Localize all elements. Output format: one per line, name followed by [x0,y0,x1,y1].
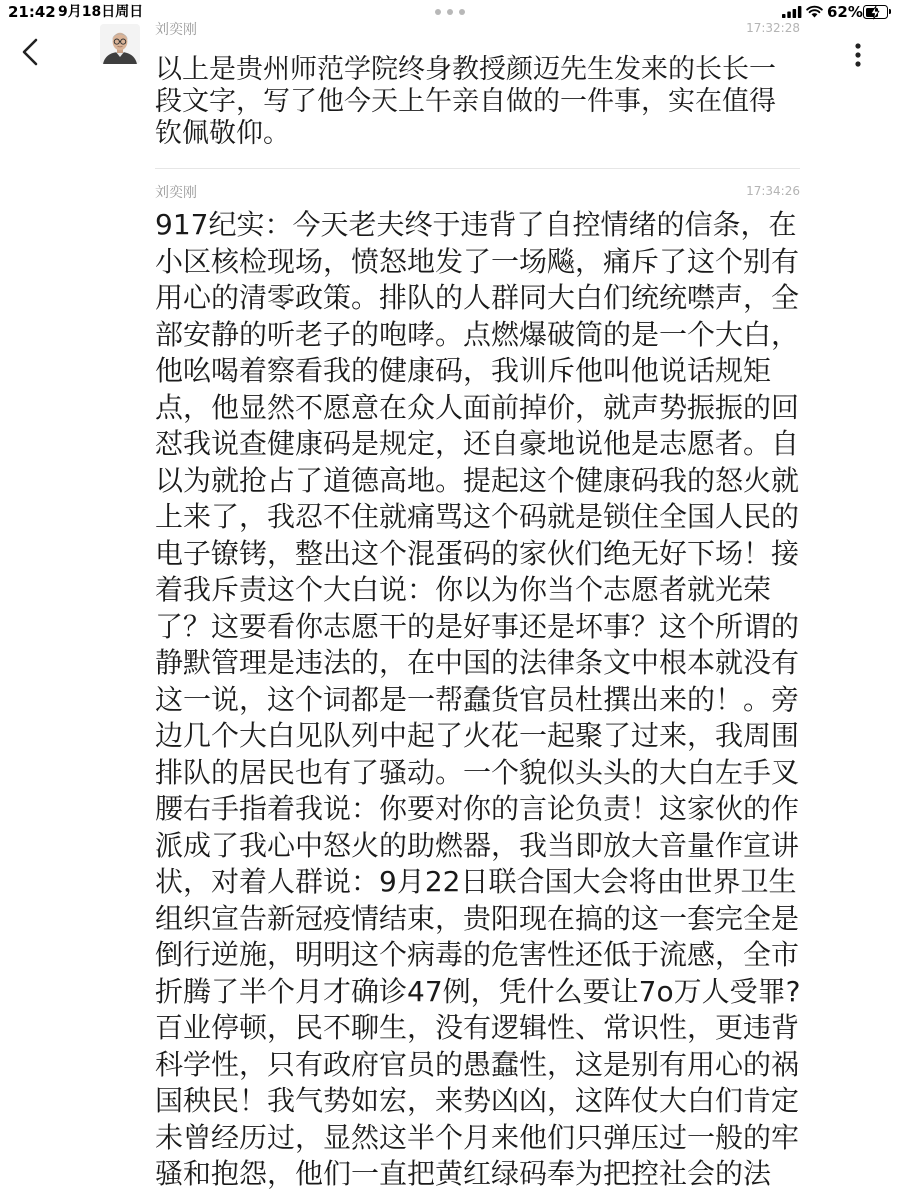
avatar-photo [100,24,140,64]
message-text-line: 以上是贵州师范学院终身教授颜迈先生发来的长长一 [155,54,776,85]
wifi-icon [806,5,823,18]
more-vertical-icon [846,40,870,70]
more-options-button[interactable] [846,40,870,70]
signal-icon [782,6,802,18]
sender-name: 刘奕刚 [155,185,197,201]
message-text-line: 百业停顿，民不聊生，没有逻辑性、常识性，更违背 [155,1011,800,1044]
sender-name: 刘奕刚 [155,22,197,38]
message-text-line: 小区核检现场，愤怒地发了一场飚，痛斥了这个别有 [155,244,800,278]
message-text-line: 部安静的听老子的咆哮。点燃爆破筒的是一个大白， [155,317,800,351]
battery-percentage: 62% [827,3,863,21]
message-text-line: 派成了我心中怒火的助燃器，我当即放大音量作宣讲 [155,828,800,862]
message-text-line: 未曾经历过，显然这半个月来他们只弹压过一般的牢 [155,1120,800,1154]
message-divider [155,168,800,169]
message-text-line: 这一说，这个词都是一帮蠢货官员杜撰出来的！。旁 [155,682,800,716]
message-text-line: 用心的清零政策。排队的人群同大白们统统噤声，全 [155,281,800,314]
message-text-line: 边几个大白见队列中起了火花一起聚了过来，我周围 [155,719,800,752]
message-text-line: 组织宣告新冠疫情结束，贵阳现在搞的这一套完全是 [155,901,800,935]
dot [459,9,465,15]
message-text-line: 钦佩敬仰。 [155,118,290,149]
message-text-line: 点，他显然不愿意在众人面前掉价，就声势振振的回 [155,390,800,424]
message-text [155,207,805,1193]
message-text [155,54,805,150]
status-date: 9月18日周日 [58,4,144,20]
chevron-left-icon [18,36,46,68]
message-text-line: 骚和抱怨，他们一直把黄红绿码奉为把控社会的法 [155,1157,772,1190]
multitasking-dots-icon[interactable] [435,9,465,15]
message-text-line: 上来了，我忍不住就痛骂这个码就是锁住全国人民的 [155,500,800,533]
message-timestamp: 17:32:28 [746,21,800,35]
message-text-line: 状，对着人群说：9月22日联合国大会将由世界卫生 [155,865,797,898]
message-text-line: 排队的居民也有了骚动。一个貌似头头的大白左手叉 [155,755,800,789]
message-text-line: 国秧民！我气势如宏，来势凶凶，这阵仗大白们肯定 [155,1084,800,1117]
message-text-line: 静默管理是违法的，在中国的法律条文中根本就没有 [155,646,800,679]
avatar[interactable] [100,24,140,64]
message-timestamp: 17:34:26 [746,184,800,198]
charging-bolt-icon [868,5,882,20]
back-button[interactable] [18,36,46,68]
message-text-line: 电子镣铐，整出这个混蛋码的家伙们绝无好下场！接 [155,536,800,570]
message-text-line: 着我斥责这个大白说：你以为你当个志愿者就光荣 [155,573,772,606]
message-text-line: 怼我说查健康码是规定，还自豪地说他是志愿者。自 [155,427,800,460]
message-text-line: 折腾了半个月才确诊47例，凭什么要让7o万人受罪? [155,974,801,1008]
status-time: 21:42 [8,3,56,21]
message-text-line: 917纪实：今天老夫终于违背了自控情绪的信条，在 [155,208,797,241]
message-text-line: 倒行逆施，明明这个病毒的危害性还低于流感，全市 [155,938,800,971]
battery-nub [889,9,891,14]
message-text-line: 他吆喝着察看我的健康码，我训斥他叫他说话规矩 [155,354,772,387]
message-text-line: 了？这要看你志愿干的是好事还是坏事？这个所谓的 [155,609,800,643]
dot [435,9,441,15]
message-text-line: 以为就抢占了道德高地。提起这个健康码我的怒火就 [155,463,800,497]
message-text-line: 腰右手指着我说：你要对你的言论负责！这家伙的作 [155,792,800,825]
message-text-line: 段文字，写了他今天上午亲自做的一件事，实在值得 [155,86,776,117]
message-text-line: 科学性，只有政府官员的愚蠢性，这是别有用心的祸 [155,1047,800,1081]
dot [447,9,453,15]
